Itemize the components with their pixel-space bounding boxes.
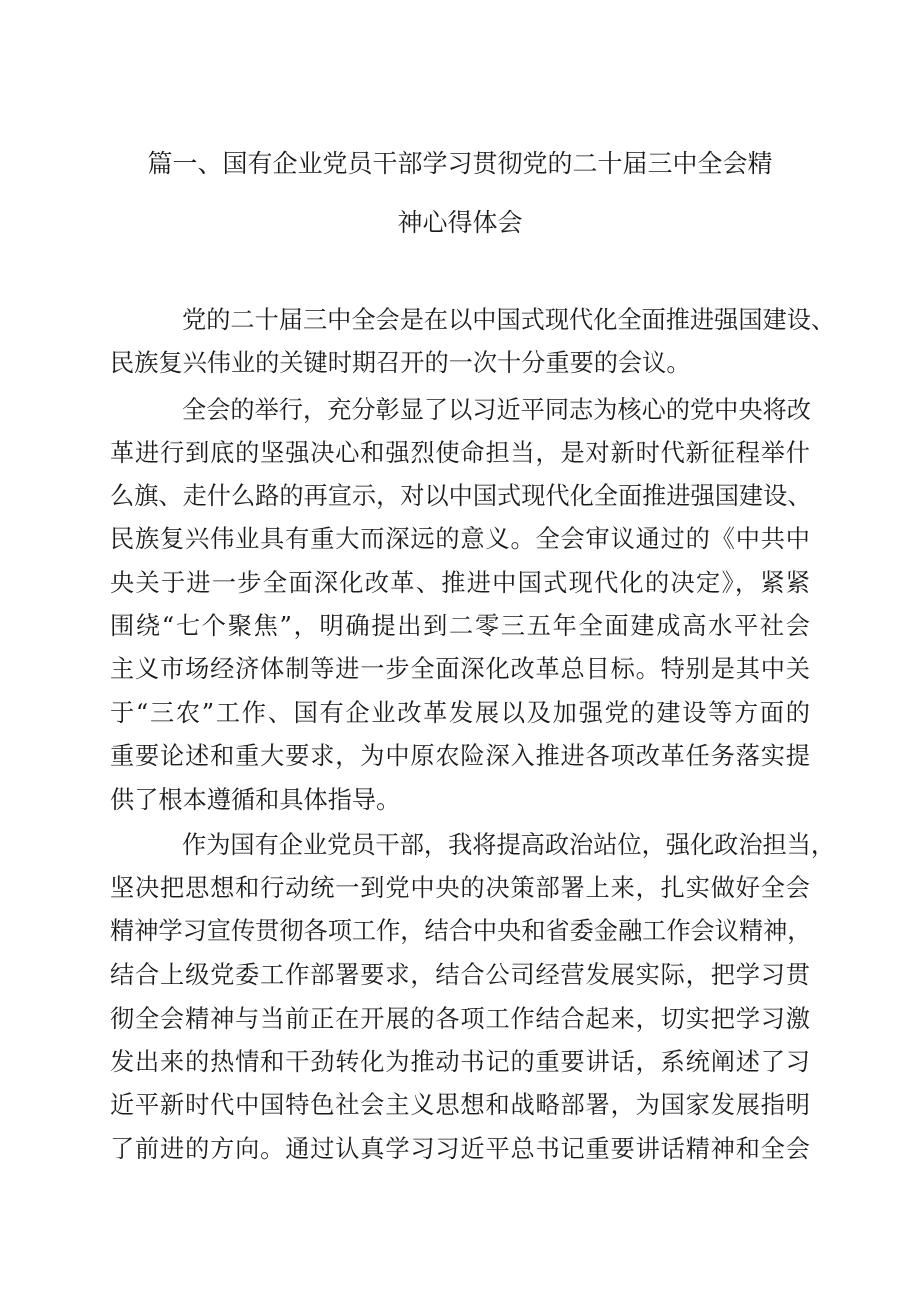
paragraph-2-line: 于“三农”工作、国有企业改革发展以及加强党的建设等方面的 (110, 699, 810, 727)
paragraph-2-line: 么旗、走什么路的再宣示，对以中国式现代化全面推进强国建设、 (110, 482, 812, 510)
paragraph-1-line: 民族复兴伟业的关键时期召开的一次十分重要的会议。 (110, 349, 691, 377)
document-title-line-2: 神心得体会 (397, 208, 523, 237)
paragraph-2-line: 供了根本遵循和具体指导。 (110, 786, 401, 814)
paragraph-3-line: 作为国有企业党员干部，我将提高政治站位，强化政治担当， (182, 831, 836, 859)
paragraph-2-line: 重要论述和重大要求，为中原农险深入推进各项改革任务落实提 (110, 742, 810, 770)
paragraph-2-line: 全会的举行，充分彰显了以习近平同志为核心的党中央将改 (182, 396, 811, 424)
paragraph-3-line: 坚决把思想和行动统一到党中央的决策部署上来，扎实做好全会 (110, 874, 810, 902)
paragraph-3-line: 近平新时代中国特色社会主义思想和战略部署，为国家发展指明 (110, 1091, 810, 1119)
paragraph-3-line: 精神学习宣传贯彻各项工作，结合中央和省委金融工作会议精神， (110, 917, 812, 945)
paragraph-1-line: 党的二十届三中全会是在以中国式现代化全面推进强国建设、 (182, 306, 836, 334)
paragraph-2-line: 围绕“七个聚焦”，明确提出到二零三五年全面建成高水平社会 (110, 612, 810, 640)
paragraph-3-line: 了前进的方向。通过认真学习习近平总书记重要讲话精神和全会 (110, 1135, 810, 1163)
document-title-line-1: 篇一、国有企业党员干部学习贯彻党的二十届三中全会精 (147, 149, 773, 178)
paragraph-2-line: 主义市场经济体制等进一步全面深化改革总目标。特别是其中关 (110, 655, 810, 683)
paragraph-2-line: 央关于进一步全面深化改革、推进中国式现代化的决定》，紧紧 (110, 569, 810, 597)
paragraph-3-line: 结合上级党委工作部署要求，结合公司经营发展实际，把学习贯 (110, 961, 810, 989)
paragraph-2-line: 民族复兴伟业具有重大而深远的意义。全会审议通过的《中共中 (110, 525, 810, 553)
paragraph-3-line: 彻全会精神与当前正在开展的各项工作结合起来，切实把学习激 (110, 1005, 810, 1033)
paragraph-2-line: 革进行到底的坚强决心和强烈使命担当，是对新时代新征程举什 (110, 439, 810, 467)
paragraph-3-line: 发出来的热情和干劲转化为推动书记的重要讲话，系统阐述了习 (110, 1048, 810, 1076)
